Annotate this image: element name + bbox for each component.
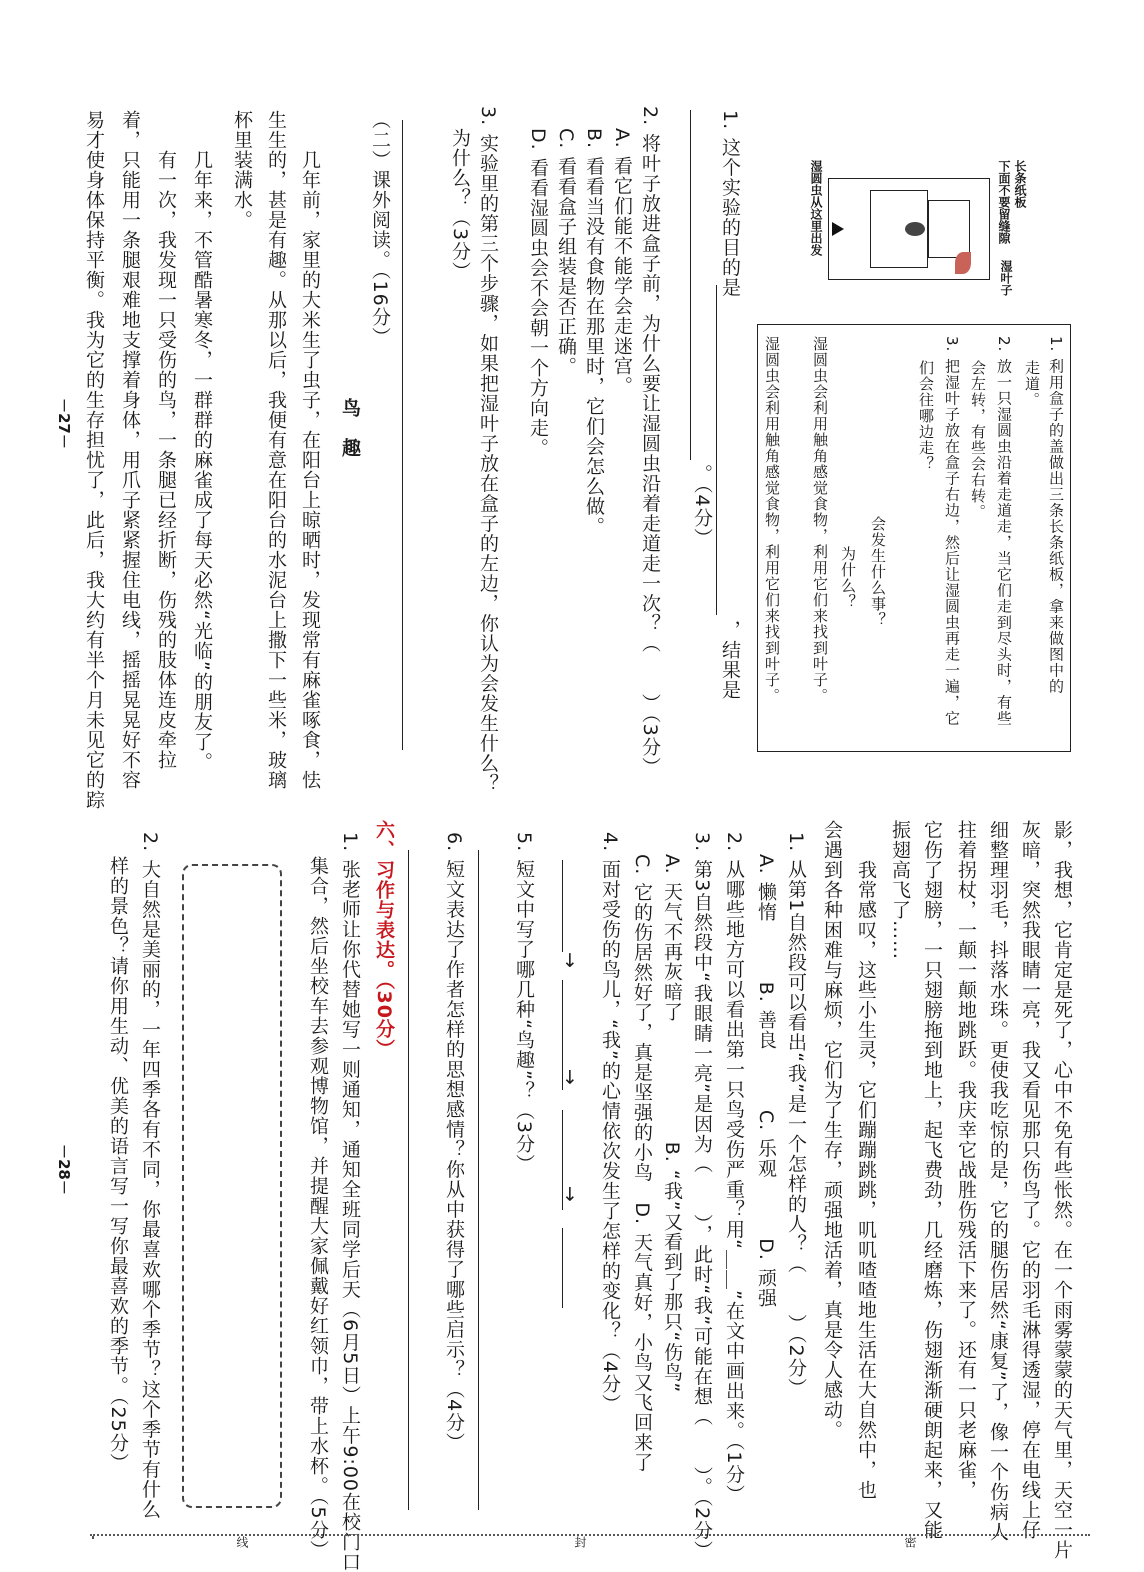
question-5: 5. 短文中写了哪几种“鸟趣”？（3分） <box>513 832 535 1174</box>
question-3: 3. 第3自然段中“我眼睛一亮”是因为（ ），此时“我”可能在想（ ）。（2分） <box>691 832 713 1561</box>
option-d: D. 看看湿圆虫会不会朝一个方向走。 <box>527 128 549 458</box>
experiment-answer: 湿圆虫会利用触角感觉食物，利用它们来找到叶子。 <box>763 336 781 704</box>
story-line: 我常感叹，这些小生灵，它们蹦蹦跳跳，叽叽喳喳地生活在大自然中，也 <box>855 820 877 1500</box>
story-line: 几年来，不管酷暑寒冬，一群群的麻雀成了每天必然“光临”的朋友了。 <box>191 110 213 772</box>
story-line: 几年前，家里的大米生了虫子，在阳台上晾晒时，发现常有麻雀啄食，怯 <box>299 110 321 790</box>
experiment-step: 走道。 <box>1023 360 1041 408</box>
writing-box[interactable] <box>182 864 282 1508</box>
writing-task: 集合，然后坐校车去参观博物馆，并提醒大家佩戴好红领巾，带上水杯。（5分） <box>307 856 329 1560</box>
story-line: 细整理羽毛，抖落水珠。更使我吃惊的是，它的腿伤居然“康复”了，像一个伤病人 <box>987 820 1009 1542</box>
question-1: 1. 这个实验的目的是 <box>719 110 741 298</box>
binding-line <box>92 1536 94 1537</box>
answer-line[interactable] <box>562 860 563 952</box>
options: C. 它的伤居然好了，真是坚强的小鸟 D. 天气真好，小鸟又飞回来了 <box>631 854 653 1473</box>
story-line: 生生的，甚是有趣。从那以后，我便有意在阳台的水泥台上撒下一些米，玻璃 <box>265 110 287 790</box>
story-line: 有一次，我发现一只受伤的鸟，一条腿已经折断，伤残的肢体连皮牵拉 <box>155 110 177 770</box>
option-c: C. 看看盒子组装是否正确。 <box>555 128 577 377</box>
experiment-prompt-what: 会发生什么事？ <box>869 516 887 628</box>
question-6: 6. 短文表达了作者怎样的思想感情？你从中获得了哪些启示？（4分） <box>443 832 465 1453</box>
story-line: 影，我想，它肯定是死了，心中不免有些怅然。在一个雨雾蒙蒙的天气里，天空一片 <box>1051 820 1073 1560</box>
experiment-step: 1. 利用盒子的盖做出三条长条纸板，拿来做图中的 <box>1047 336 1065 695</box>
story-line: 杯里装满水。 <box>231 110 253 230</box>
binding-label: 封 <box>573 1536 587 1548</box>
experiment-note: 湿圆虫会利用触角感觉食物，利用它们来找到叶子。 <box>811 336 829 704</box>
page-number: －28－ <box>55 1144 73 1195</box>
answer-line[interactable] <box>562 980 563 1090</box>
question-1: 1. 从第1自然段可以看出“我”是一个怎样的人？（ ）（2分） <box>785 832 807 1398</box>
binding-label: 密 <box>903 1536 917 1548</box>
answer-line[interactable] <box>408 850 409 1510</box>
story-line: 会遇到各种困难与麻烦，它们为了生存，顽强地活着，真是令人感动。 <box>821 820 843 1440</box>
arrow-row: → → → <box>559 952 581 1203</box>
diagram-label-leaf: 湿叶子 <box>999 260 1013 296</box>
options: A. 天气不再灰暗了 B. “我”又看到了那只“伤鸟” <box>661 854 683 1394</box>
experiment-step: 会左转，有些会右转。 <box>969 360 987 520</box>
story-line: 振翅高飞了…… <box>889 820 911 960</box>
story-line: 它伤了翅膀，一只翅膀拖到地上，起飞费劲，几经磨炼，伤翅渐渐硬朗起来，又能 <box>921 820 943 1540</box>
experiment-step: 2. 放一只湿圆虫沿着走道走，当它们走到尽头时，有些 <box>995 336 1013 727</box>
diagram-label-entry: 湿圆虫从这里出发 <box>809 160 823 256</box>
question-2: 2. 从哪些地方可以看出第一只鸟受伤严重？用“＿＿”在文中画出来。（1分） <box>723 832 745 1505</box>
writing-task: 样的景色？请你用生动、优美的语言写一写你最喜欢的季节。（25分） <box>107 856 129 1473</box>
diagram-label-gap: 下面不要留缝隙 <box>997 160 1011 244</box>
answer-line[interactable] <box>562 1228 563 1308</box>
story-line: 着，只能用一条腿艰难地支撑着身体，用爪子紧紧握住电线，摇摇晃晃好不容 <box>119 110 141 790</box>
story-line: 灰暗，突然我眼睛一亮，我又看见那只伤鸟了。它的羽毛淋得透湿，停在电线上仔 <box>1019 820 1041 1540</box>
section-six-heading: 六、习作与表达。（30分） <box>373 820 395 1059</box>
answer-line[interactable] <box>402 120 403 750</box>
answer-line[interactable] <box>478 850 479 1510</box>
page-number: －27－ <box>55 398 73 449</box>
story-line: 易才使身体保持平衡。我为它的生存担忧了，此后，我大约有半个月未见它的踪 <box>83 110 105 810</box>
option-b: B. 看看当没有食物在那里时，它们会怎么做。 <box>583 128 605 537</box>
question-3: 3. 实验里的第三个步骤，如果把湿叶子放在盒子的左边，你认为会发生什么？ <box>477 106 499 794</box>
question-4: 4. 面对受伤的鸟儿，“我”的心情依次发生了怎样的变化？（4分） <box>599 832 621 1414</box>
story-title: 鸟 趣 <box>339 398 361 458</box>
writing-task: 2. 大自然是美丽的，一年四季各有不同，你最喜欢哪个季节？这个季节有什么 <box>139 832 161 1520</box>
answer-line[interactable] <box>690 110 691 460</box>
question-3-why: 为什么？（3分） <box>449 128 471 282</box>
answer-line[interactable] <box>562 1110 563 1210</box>
answer-line[interactable] <box>716 285 717 615</box>
section-heading: （二）课外阅读。（16分） <box>369 110 391 347</box>
option-a: A. 看它们能不能学会走迷宫。 <box>611 128 633 396</box>
maze-branch-right <box>928 200 970 258</box>
question-2: 2. 将叶子放进盒子前，为什么要让湿圆虫沿着走道走一次？（ ）（3分） <box>639 106 661 777</box>
binding-label: 线 <box>235 1536 249 1548</box>
leaf-icon <box>955 252 971 274</box>
question-1-tail: ，结果是 <box>719 620 741 700</box>
diagram-label-board: 长条纸板 <box>1013 160 1027 208</box>
experiment-step: 们会往哪边走？ <box>917 360 935 472</box>
options: A. 懒惰 B. 善良 C. 乐观 D. 顽强 <box>755 854 777 1308</box>
bug-icon <box>905 222 925 236</box>
question-1-end: 。（4分） <box>691 464 713 548</box>
experiment-prompt-why: 为什么？ <box>839 546 857 610</box>
experiment-step: 3. 把湿叶子放在盒子右边，然后让湿圆虫再走一遍，它 <box>943 336 961 727</box>
story-line: 拄着拐杖，一颠一颠地跳跃。我庆幸它战胜伤残活下来了。还有一只老麻雀， <box>955 820 977 1500</box>
writing-task: 1. 张老师让你代替她写一则通知，通知全班同学后天（6月5日）上午9:00在校门口 <box>339 832 361 1572</box>
arrow-icon <box>832 222 844 236</box>
